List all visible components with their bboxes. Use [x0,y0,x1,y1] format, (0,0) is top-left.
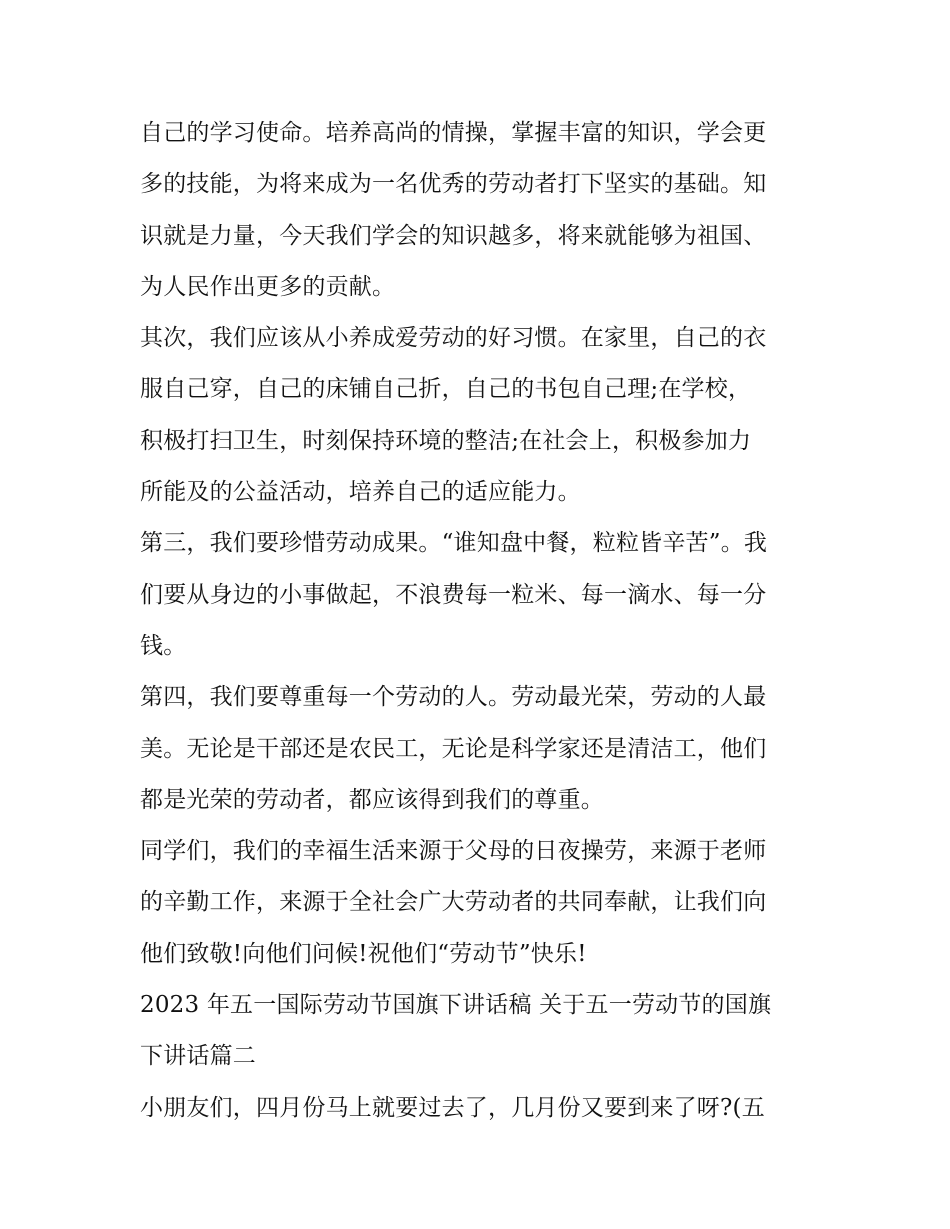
text-line: 钱。 [140,632,187,659]
text-line: 同学们，我们的幸福生活来源于父母的日夜操劳，来源于老师 [140,838,767,865]
section-heading-line: 2023 年五一国际劳动节国旗下讲话稿 关于五一劳动节的国旗 [140,992,772,1019]
text-line: 服自己穿，自己的床铺自己折，自己的书包自己理;在学校， [140,376,752,403]
text-line: 第三，我们要珍惜劳动成果。“谁知盘中餐，粒粒皆辛苦”。我 [140,530,768,557]
text-line: 其次，我们应该从小养成爱劳动的好习惯。在家里，自己的衣 [140,325,767,352]
text-line: 所能及的公益活动，培养自己的适应能力。 [140,479,581,506]
text-line: 都是光荣的劳动者，都应该得到我们的尊重。 [140,786,604,813]
text-line: 识就是力量，今天我们学会的知识越多，将来就能够为祖国、 [140,222,767,249]
text-line: 为人民作出更多的贡献。 [140,273,396,300]
text-line: 小朋友们，四月份马上就要过去了，几月份又要到来了呀?(五 [140,1094,765,1121]
text-line: 第四，我们要尊重每一个劳动的人。劳动最光荣，劳动的人最 [140,684,767,711]
text-line: 们要从身边的小事做起，不浪费每一粒米、每一滴水、每一分 [140,581,767,608]
text-line: 多的技能，为将来成为一名优秀的劳动者打下坚实的基础。知 [140,171,767,198]
text-line: 的辛勤工作，来源于全社会广大劳动者的共同奉献，让我们向 [140,889,767,916]
text-line: 美。无论是干部还是农民工，无论是科学家还是清洁工，他们 [140,735,767,762]
text-line: 积极打扫卫生，时刻保持环境的整洁;在社会上，积极参加力 [140,427,752,454]
section-heading-line: 下讲话篇二 [140,1043,256,1070]
document-body [140,108,820,1134]
text-line: 他们致敬!向他们问候!祝他们“劳动节”快乐! [140,940,587,967]
text-line: 自己的学习使命。培养高尚的情操，掌握丰富的知识，学会更 [140,120,767,146]
